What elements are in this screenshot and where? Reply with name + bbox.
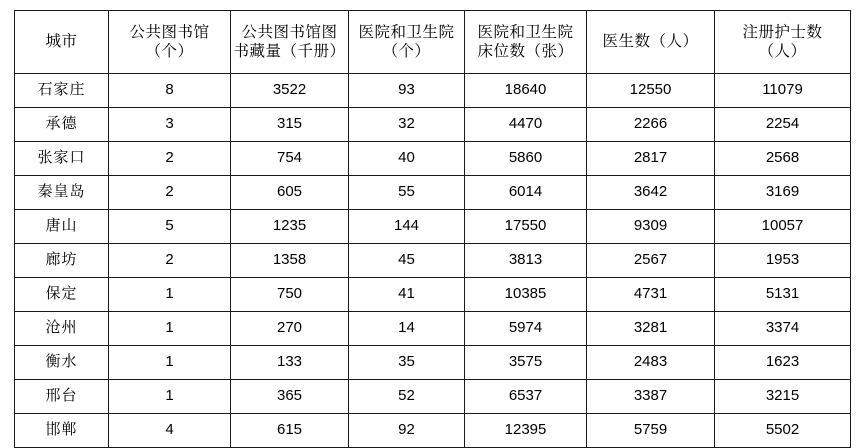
- cell-city: 承德: [15, 108, 109, 142]
- cell-nurses: 2568: [715, 142, 851, 176]
- cell-city: 廊坊: [15, 244, 109, 278]
- cell-city: 秦皇岛: [15, 176, 109, 210]
- cell-beds: 10385: [465, 278, 587, 312]
- cell-beds: 3575: [465, 346, 587, 380]
- column-header-hospital-beds: [465, 11, 587, 74]
- cell-doctors: 2567: [587, 244, 715, 278]
- cell-city: 张家口: [15, 142, 109, 176]
- cell-hospitals: 144: [349, 210, 465, 244]
- cell-city: 石家庄: [15, 74, 109, 108]
- cell-books: 1358: [231, 244, 349, 278]
- cell-books: 1235: [231, 210, 349, 244]
- cell-nurses: 10057: [715, 210, 851, 244]
- cell-city: 衡水: [15, 346, 109, 380]
- cell-hospitals: 93: [349, 74, 465, 108]
- header-line: 书藏量（千册）: [233, 43, 346, 60]
- cell-libraries: 3: [109, 108, 231, 142]
- cell-hospitals: 41: [349, 278, 465, 312]
- statistics-table: [14, 10, 851, 448]
- table-header: [15, 11, 851, 74]
- cell-hospitals: 52: [349, 380, 465, 414]
- header-line: 医院和卫生院: [358, 23, 455, 41]
- cell-hospitals: 35: [349, 346, 465, 380]
- cell-city: 唐山: [15, 210, 109, 244]
- cell-libraries: 1: [109, 312, 231, 346]
- cell-doctors: 3281: [587, 312, 715, 346]
- table-body: [15, 74, 851, 448]
- cell-libraries: 5: [109, 210, 231, 244]
- cell-beds: 4470: [465, 108, 587, 142]
- cell-books: 133: [231, 346, 349, 380]
- cell-doctors: 2817: [587, 142, 715, 176]
- column-header-public-libraries: [109, 11, 231, 74]
- cell-city: 邢台: [15, 380, 109, 414]
- header-line: 床位数（张）: [477, 43, 574, 60]
- cell-libraries: 4: [109, 414, 231, 448]
- cell-beds: 6014: [465, 176, 587, 210]
- cell-hospitals: 92: [349, 414, 465, 448]
- table-row: [15, 176, 851, 210]
- table-row: [15, 142, 851, 176]
- table-row: [15, 74, 851, 108]
- cell-city: 沧州: [15, 312, 109, 346]
- cell-books: 750: [231, 278, 349, 312]
- cell-nurses: 5131: [715, 278, 851, 312]
- table-row: [15, 244, 851, 278]
- cell-beds: 17550: [465, 210, 587, 244]
- cell-libraries: 2: [109, 142, 231, 176]
- cell-libraries: 1: [109, 380, 231, 414]
- cell-libraries: 8: [109, 74, 231, 108]
- cell-books: 615: [231, 414, 349, 448]
- cell-doctors: 2266: [587, 108, 715, 142]
- table-row: [15, 312, 851, 346]
- column-header-library-books: [231, 11, 349, 74]
- cell-beds: 3813: [465, 244, 587, 278]
- header-line: （人）: [758, 43, 807, 60]
- cell-hospitals: 14: [349, 312, 465, 346]
- column-header-hospitals: [349, 11, 465, 74]
- header-line: （个）: [145, 43, 194, 60]
- cell-hospitals: 40: [349, 142, 465, 176]
- header-line: 公共图书馆图: [241, 23, 338, 41]
- cell-doctors: 5759: [587, 414, 715, 448]
- cell-books: 365: [231, 380, 349, 414]
- cell-nurses: 5502: [715, 414, 851, 448]
- table-row: [15, 278, 851, 312]
- table-row: [15, 380, 851, 414]
- cell-doctors: 3642: [587, 176, 715, 210]
- cell-beds: 18640: [465, 74, 587, 108]
- cell-nurses: 2254: [715, 108, 851, 142]
- cell-hospitals: 45: [349, 244, 465, 278]
- column-header-city: [15, 11, 109, 74]
- column-header-doctors: [587, 11, 715, 74]
- cell-beds: 5974: [465, 312, 587, 346]
- cell-beds: 6537: [465, 380, 587, 414]
- cell-libraries: 1: [109, 346, 231, 380]
- cell-city: 邯郸: [15, 414, 109, 448]
- table-row: [15, 346, 851, 380]
- cell-nurses: 11079: [715, 74, 851, 108]
- cell-books: 270: [231, 312, 349, 346]
- table-row: [15, 108, 851, 142]
- cell-books: 754: [231, 142, 349, 176]
- cell-nurses: 1623: [715, 346, 851, 380]
- cell-nurses: 1953: [715, 244, 851, 278]
- cell-libraries: 1: [109, 278, 231, 312]
- cell-hospitals: 55: [349, 176, 465, 210]
- cell-doctors: 4731: [587, 278, 715, 312]
- cell-city: 保定: [15, 278, 109, 312]
- cell-nurses: 3169: [715, 176, 851, 210]
- header-line: 医生数（人）: [602, 33, 699, 51]
- cell-books: 315: [231, 108, 349, 142]
- cell-doctors: 3387: [587, 380, 715, 414]
- table-row: [15, 414, 851, 448]
- column-header-registered-nurses: [715, 11, 851, 74]
- cell-books: 605: [231, 176, 349, 210]
- cell-nurses: 3215: [715, 380, 851, 414]
- cell-doctors: 9309: [587, 210, 715, 244]
- header-line: 注册护士数: [742, 23, 823, 41]
- cell-hospitals: 32: [349, 108, 465, 142]
- cell-beds: 5860: [465, 142, 587, 176]
- table-row: [15, 210, 851, 244]
- header-row: [15, 11, 851, 74]
- cell-doctors: 12550: [587, 74, 715, 108]
- cell-nurses: 3374: [715, 312, 851, 346]
- cell-doctors: 2483: [587, 346, 715, 380]
- header-line: 医院和卫生院: [477, 23, 574, 41]
- cell-beds: 12395: [465, 414, 587, 448]
- header-line: 城市: [45, 33, 78, 51]
- header-line: 公共图书馆: [129, 23, 210, 41]
- cell-libraries: 2: [109, 244, 231, 278]
- header-line: （个）: [382, 43, 431, 60]
- cell-libraries: 2: [109, 176, 231, 210]
- cell-books: 3522: [231, 74, 349, 108]
